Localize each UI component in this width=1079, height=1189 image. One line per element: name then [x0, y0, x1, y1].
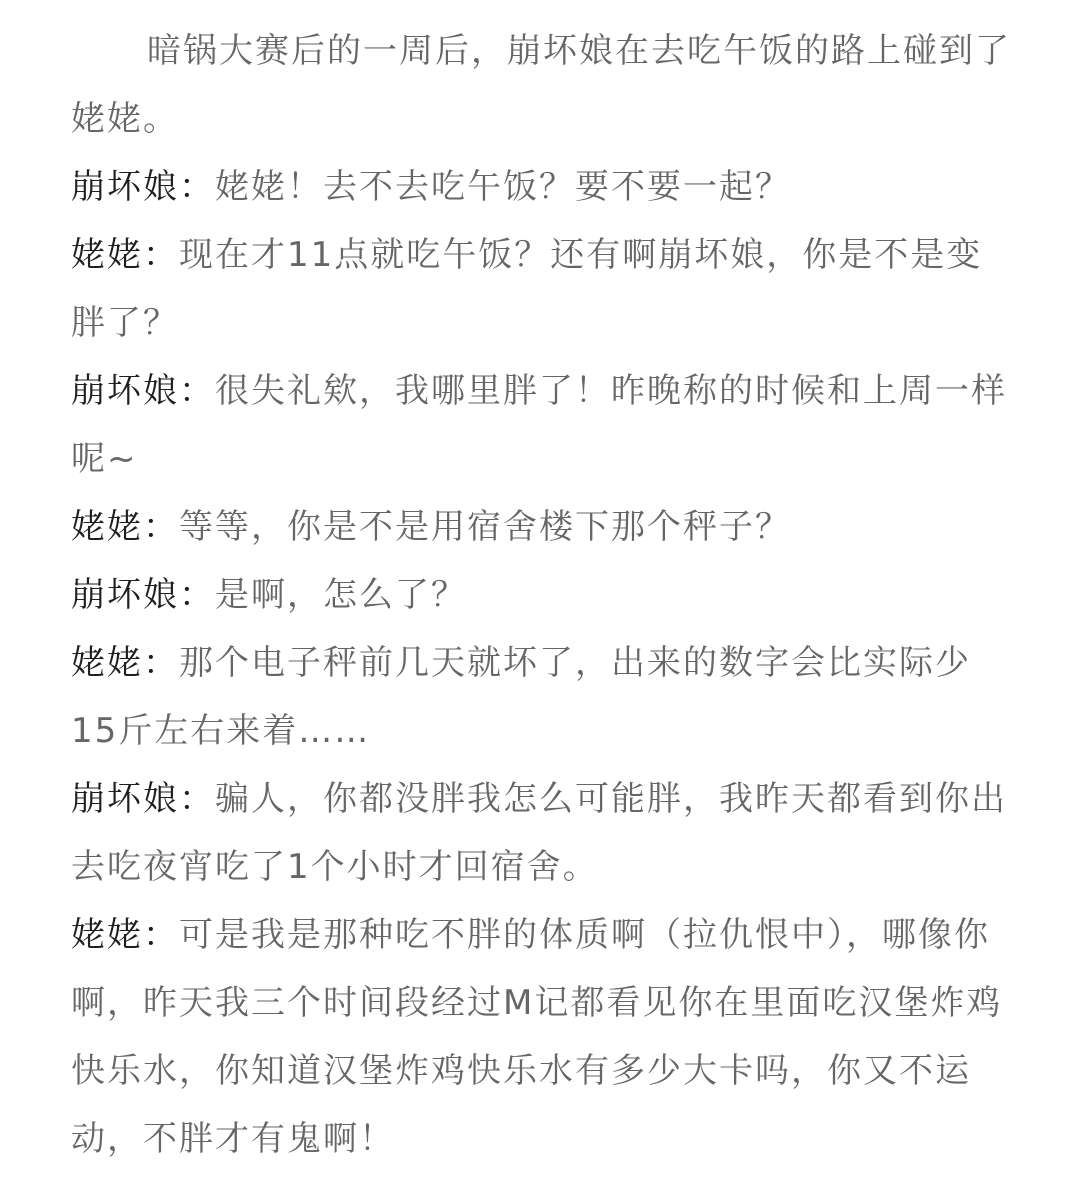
dialogue-text: 是啊，怎么了？ [215, 575, 467, 615]
story-text [71, 17, 1011, 1173]
dialogue-line-4 [71, 493, 1011, 561]
speaker-name: 姥姥： [71, 915, 179, 955]
dialogue-text: 可是我是那种吃不胖的体质啊（拉仇恨中），哪像你啊，昨天我三个时间段经过M记都看见你在里面吃汉堡炸鸡快乐水，你知道汉堡炸鸡快乐水有多少大卡吗，你又不运动，不胖才有鬼啊！ [71, 915, 1003, 1159]
dialogue-line-2 [71, 221, 1011, 357]
dialogue-line-8 [71, 901, 1011, 1173]
dialogue-text: 骗人，你都没胖我怎么可能胖，我昨天都看到你出去吃夜宵吃了1个小时才回宿舍。 [71, 779, 1007, 887]
dialogue-text: 很失礼欸，我哪里胖了！昨晚称的时候和上周一样呢~ [71, 371, 1007, 479]
dialogue-text: 那个电子秤前几天就坏了，出来的数字会比实际少15斤左右来着…… [71, 643, 971, 751]
speaker-name: 崩坏娘： [71, 575, 215, 615]
dialogue-line-6 [71, 629, 1011, 765]
dialogue-text: 姥姥！去不去吃午饭？要不要一起？ [215, 167, 791, 207]
narration-paragraph: 暗锅大赛后的一周后，崩坏娘在去吃午饭的路上碰到了姥姥。 [71, 31, 1011, 139]
dialogue-line-1 [71, 153, 1011, 221]
dialogue-line-7 [71, 765, 1011, 901]
dialogue-line-3 [71, 357, 1011, 493]
speaker-name: 崩坏娘： [71, 779, 215, 819]
speaker-name: 崩坏娘： [71, 167, 215, 207]
dialogue-text: 现在才11点就吃午饭？还有啊崩坏娘，你是不是变胖了？ [71, 235, 983, 343]
speaker-name: 姥姥： [71, 507, 179, 547]
dialogue-text: 等等，你是不是用宿舍楼下那个秤子？ [179, 507, 791, 547]
speaker-name: 崩坏娘： [71, 371, 215, 411]
speaker-name: 姥姥： [71, 643, 179, 683]
dialogue-line-5 [71, 561, 1011, 629]
speaker-name: 姥姥： [71, 235, 179, 275]
